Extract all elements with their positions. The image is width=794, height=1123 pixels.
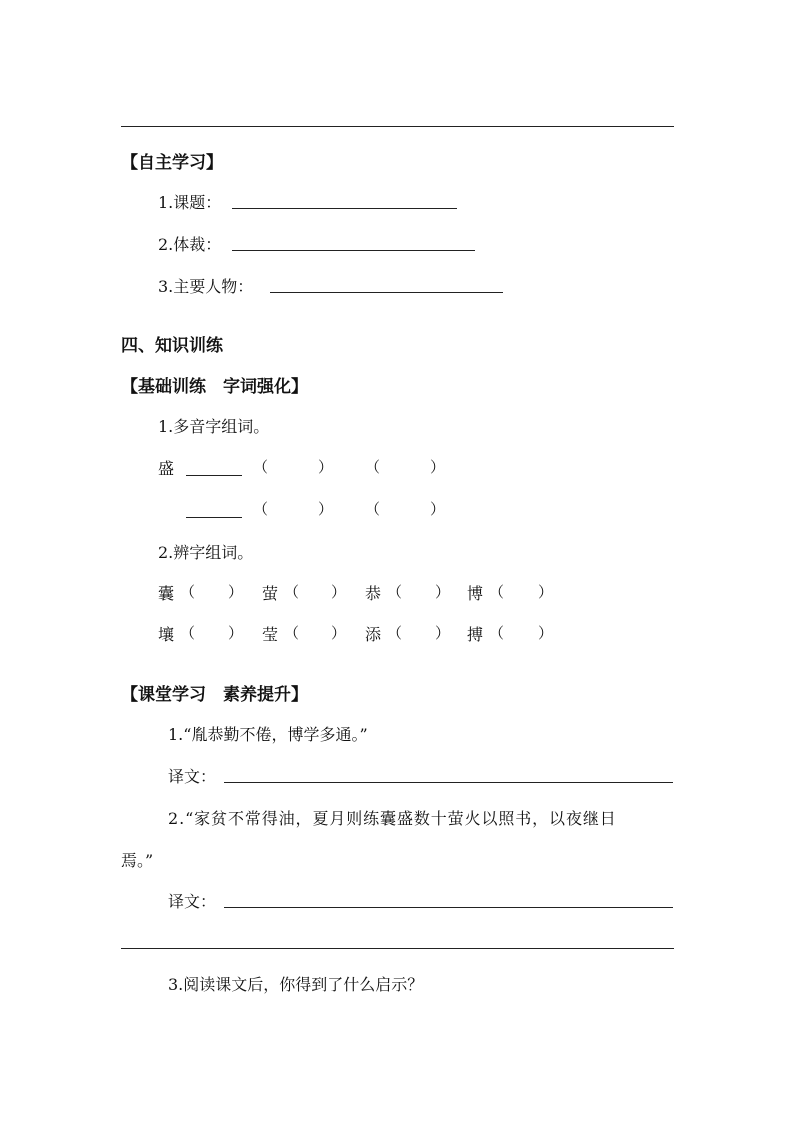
word-paren-open: （ bbox=[253, 500, 269, 518]
topic-label: 1.课题： bbox=[158, 193, 222, 212]
word-paren-close: ） bbox=[228, 583, 244, 601]
classroom-question-3: 3.阅读课文后，你得到了什么启示？ bbox=[168, 975, 424, 994]
translation-label: 译文： bbox=[168, 767, 217, 786]
char-item: 博 bbox=[467, 584, 484, 603]
classroom-study-heading: 【课堂学习 素养提升】 bbox=[121, 685, 308, 705]
word-paren-open: （ bbox=[253, 458, 269, 476]
self-study-heading: 【自主学习】 bbox=[121, 153, 223, 173]
word-paren-open: （ bbox=[180, 624, 196, 642]
word-paren-open: （ bbox=[489, 583, 505, 601]
word-paren-close: ） bbox=[435, 624, 451, 642]
char-item: 添 bbox=[365, 625, 382, 644]
basic-training-heading: 【基础训练 字词强化】 bbox=[121, 377, 308, 397]
char-item: 萤 bbox=[262, 584, 279, 603]
word-paren-open: （ bbox=[284, 583, 300, 601]
word-paren-open: （ bbox=[180, 583, 196, 601]
classroom-question-2-line-1: 2.“家贫不常得油，夏月则练囊盛数十萤火以照书，以夜继日 bbox=[168, 809, 617, 828]
char-item: 搏 bbox=[467, 625, 484, 644]
distinguish-question: 2.辨字组词。 bbox=[158, 543, 254, 562]
char-item: 莹 bbox=[262, 625, 279, 644]
word-paren-close: ） bbox=[538, 583, 554, 601]
word-paren-close: ） bbox=[430, 500, 446, 518]
top-divider bbox=[121, 126, 674, 127]
word-paren-close: ） bbox=[435, 583, 451, 601]
classroom-question-1: 1.“胤恭勤不倦，博学多通。” bbox=[168, 725, 368, 744]
knowledge-training-heading: 四、知识训练 bbox=[121, 336, 223, 356]
word-paren-close: ） bbox=[331, 583, 347, 601]
polyphone-question: 1.多音字组词。 bbox=[158, 417, 270, 436]
word-paren-close: ） bbox=[228, 624, 244, 642]
word-paren-open: （ bbox=[365, 458, 381, 476]
word-paren-close: ） bbox=[318, 500, 334, 518]
bottom-divider bbox=[121, 948, 674, 949]
main-characters-label: 3.主要人物： bbox=[158, 277, 254, 296]
pinyin-blank-1[interactable] bbox=[186, 475, 242, 476]
pinyin-blank-2[interactable] bbox=[186, 517, 242, 518]
char-item: 囊 bbox=[158, 584, 175, 603]
word-paren-open: （ bbox=[284, 624, 300, 642]
translation-answer-blank-2[interactable] bbox=[224, 907, 673, 908]
word-paren-open: （ bbox=[387, 624, 403, 642]
word-paren-open: （ bbox=[387, 583, 403, 601]
char-item: 恭 bbox=[365, 584, 382, 603]
word-paren-close: ） bbox=[430, 458, 446, 476]
word-paren-close: ） bbox=[318, 458, 334, 476]
genre-answer-blank[interactable] bbox=[232, 250, 475, 251]
topic-answer-blank[interactable] bbox=[232, 208, 457, 209]
classroom-question-2-line-2: 焉。” bbox=[121, 851, 154, 870]
genre-label: 2.体裁： bbox=[158, 235, 222, 254]
word-paren-close: ） bbox=[538, 624, 554, 642]
translation-answer-blank-1[interactable] bbox=[224, 782, 673, 783]
polyphone-character: 盛 bbox=[158, 459, 175, 478]
word-paren-close: ） bbox=[331, 624, 347, 642]
char-item: 壤 bbox=[158, 625, 175, 644]
word-paren-open: （ bbox=[489, 624, 505, 642]
main-characters-answer-blank[interactable] bbox=[270, 292, 503, 293]
translation-label: 译文： bbox=[168, 892, 217, 911]
word-paren-open: （ bbox=[365, 500, 381, 518]
